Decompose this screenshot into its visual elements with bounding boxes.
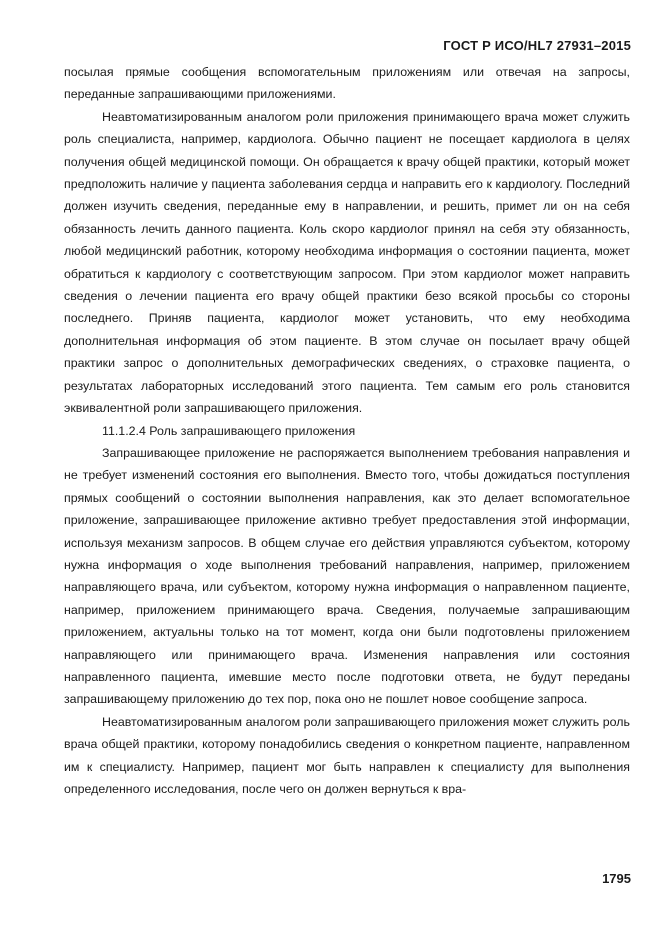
page-number: 1795 [602,871,631,886]
paragraph-receiving-physician-analog: Неавтоматизированным аналогом роли приложения принимающего врача может служить роль специалиста, например, кардиолога. Обычно пациент не посещает кардиолога в целях получения общей медицинской помощи. Он обращается к врачу общей практики, который может предположить наличие у пациента заболевания сердца и направить его к кардиологу. Последний должен изучить сведения, переданные ему в направлении, и решить, примет ли он на себя обязанность лечить данного пациента. Коль скоро кардиолог принял на себя эту обязанность, любой медицинский работник, которому необходима информация о состоянии пациента, может обратиться к кардиологу с соответствующим запросом. При этом кардиолог может направить сведения о лечении пациента его врачу общей практики безо всякой просьбы со стороны последнего. Приняв пациента, кардиолог может установить, что ему необходима дополнительная информация об этом пациенте. В этом случае он посылает врачу общей практики запрос о дополнительных демографических сведениях, о страховке пациента, о результатах лабораторных исследований этого пациента. Тем самым его роль становится эквивалентной роли запрашивающего приложения. [64,109,630,416]
section-heading-requesting-application-role: 11.1.2.4 Роль запрашивающего приложения [102,423,356,438]
document-body [64,61,630,800]
standard-header: ГОСТ Р ИСО/HL7 27931–2015 [443,38,631,53]
paragraph-continuation: посылая прямые сообщения вспомогательным приложениям или отвечая на запросы, переданные запрашивающими приложениями. [64,65,630,102]
paragraph-requesting-application-analog: Неавтоматизированным аналогом роли запрашивающего приложения может служить роль врача общей практики, которому понадобились сведения о конкретном пациенте, направленном им к специалисту. Например, пациент мог быть направлен к специалисту для выполнения определенного исследования, после чего он должен вернуться к вра- [64,714,630,796]
paragraph-requesting-application: Запрашивающее приложение не распоряжается выполнением требования направления и не требует изменений состояния его выполнения. Вместо того, чтобы дожидаться поступления прямых сообщений о состоянии выполнения направления, как это делает вспомогательное приложение, запрашивающее приложение активно требует предоставления этой информации, используя механизм запросов. В общем случае его действия управляются субъектом, которому нужна информация о ходе выполнения требований направления, например, приложением направляющего врача, или субъектом, которому нужна информация о направленном пациенте, например, приложением принимающего врача. Сведения, получаемые запрашивающим приложением, актуальны только на тот момент, когда они были подготовлены приложением направляющего или принимающего врача. Изменения направления или состояния направленного пациента, имевшие место после подготовки ответа, не будут переданы запрашивающему приложению до тех пор, пока оно не пошлет новое сообщение запроса. [64,445,630,707]
